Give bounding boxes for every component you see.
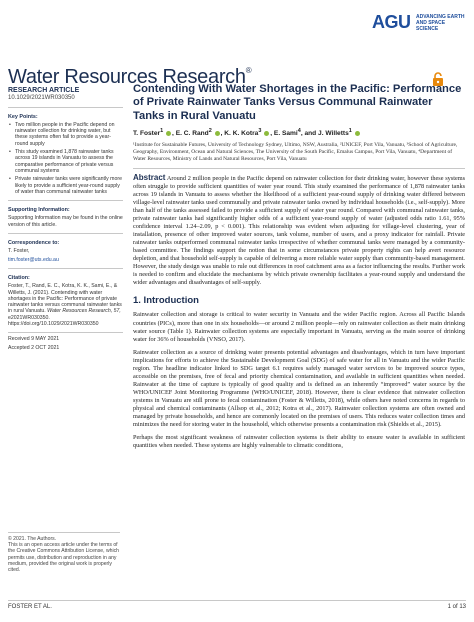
article-main [133,83,465,450]
divider [8,107,123,108]
correspondence-title: Correspondence to: [8,240,60,247]
divider [8,332,123,333]
key-point: • Private rainwater tanks were significantly more likely to provide a sufficient year-round supply of water than communal rainwater tanks [8,176,123,195]
license-text: This is an open access article under the terms of the Creative Commons Attribution License, which permits use, distribution and reproduction in any medium, provided the original work is properly cited. [8,542,119,574]
orcid-icon[interactable] [264,131,269,136]
supporting-info-title: Supporting Information: [8,207,70,214]
registered-mark: ® [245,66,252,75]
key-points-title: Key Points: [8,113,38,120]
footer-divider [8,600,466,601]
author-name[interactable]: J. Willetts [318,130,349,138]
key-points-list [8,122,123,195]
article-title: Contending With Water Shortages in the Pacific: Performance of Private Rainwater Tanks Versus Communal Rainwater Tanks in Rural Vanuatu [133,83,462,122]
divider [133,168,465,169]
orcid-icon[interactable] [215,131,220,136]
citation-title: Citation: [8,274,30,281]
author-affiliation-number: 1 [348,128,352,135]
received-date: Received 9 MAY 2021 [8,336,60,343]
body-paragraph: Rainwater collection as a source of drinking water presents potential advantages and disadvantages, which in turn have important implications for efforts to achieve the Sustainable Development Goal (SDG) of safe water for all in Vanuatu and the wider Pacific region. The headline indicator linked to SDG target 6.1 requires safely managed water services to be improved source types, accessible on the premises, free of fecal and priority chemical contamination, and available in sufficient quantities when needed. Rainwater at the time of capture is typically of good quality and is defined as an inherently “improved” water source by the WHO/UNICEF Joint Monitoring Programme (WHO/UNICEF, 2018). However, there is clear evidence that rainwater collection systems in Vanuatu are still prone to fecal contamination (Foster & Willetts, 2018), while others have noted concerns in regards to physical and chemical contaminants (Allsop et al., 2012; Kotra et al., 2017). Rainwater collection systems are often owned and managed by private households, and hence are commonly located on the premises of users. This reduces water collection times and minimizes the need for storing water in the household, which otherwise presents a contamination risk (Shields et al., 2015). [133,348,465,429]
author-affiliation-number: 4 [297,128,301,135]
abstract-label: Abstract [133,172,166,182]
correspondence-email[interactable]: tim.foster@uts.edu.au [8,256,59,263]
orcid-icon[interactable] [355,131,360,136]
author-list: T. Foster$^1$ , E. C. Rand$^2$ , K. K. Kotra$^3$ , E. Sami$^4$, and J. Willetts$^1$ [133,128,465,137]
divider [8,200,123,201]
author-affiliation-number: 2 [208,128,212,135]
divider [8,233,123,234]
citation-ref[interactable]: e2021WR030350. https://doi.org/10.1029/2021WR030350 [8,314,99,328]
body-paragraph: Perhaps the most significant weakness of rainwater collection systems is their ability to ensure water is available in sufficient quantities when needed. These systems are highly vulnerable to climatic conditions, [133,434,465,450]
citation-journal: Water Resources Research, 57, [47,308,121,315]
accepted-date: Accepted 2 OCT 2021 [8,344,60,351]
article-sidebar [8,86,123,353]
author-name[interactable]: E. C. Rand [175,130,209,138]
copyright: © 2021. The Authors. [8,536,57,542]
citation-block [8,283,123,327]
author-name[interactable]: K. K. Kotra [224,130,259,138]
page-number: 1 of 13 [447,604,466,610]
article-type: RESEARCH ARTICLE [8,87,80,94]
license-block [8,532,120,573]
divider [8,532,120,533]
orcid-icon[interactable] [166,131,171,136]
publisher-logo-text: AGU [372,12,411,32]
supporting-info-text: Supporting Information may be found in the online version of this article. [8,215,123,228]
key-point: • This study examined 1,878 rainwater tanks across 19 islands in Vanuatu to assess the comparative performance of private versus communal systems [8,149,123,174]
journal-title-text: Water Resources Research [8,66,246,88]
author-name[interactable]: E. Sami [273,130,298,138]
author-affiliation-number: 3 [258,128,262,135]
footer-authors: FOSTER ET AL. [8,604,52,610]
publisher-tagline: ADVANCING EARTH AND SPACE SCIENCE [416,14,465,32]
author-affiliation-number: 1 [160,128,164,135]
body-paragraph: Rainwater collection and storage is critical to water security in Vanuatu and the wider Pacific region. Across all Pacific Islands countries (PICs), more than one in six households—or around 2 million people—rely on rainwater collection as their main drinking water source (Table 1). Rainwater collection systems are especially important in Vanuatu, serving as the main source of drinking water for 36% of households (VNSO, 2017). [133,311,465,343]
abstract [133,174,465,288]
article-doi[interactable]: 10.1029/2021WR030350 [8,95,75,102]
publisher-logo[interactable] [368,6,468,46]
key-point: • Two million people in the Pacific depend on rainwater collection for drinking water, but these systems often fail to provide a year-round supply [8,122,123,147]
author-name[interactable]: T. Foster [133,130,161,138]
citation-text: Foster, T., Rand, E. C., Kotra, K. K., Sami, E., & Willetts, J. (2021). Contending with water shortages in the Pacific: Performance of private rainwater tanks versus communal rainwater tanks in rural Vanuatu. [8,283,122,315]
divider [8,268,123,269]
abstract-text: Around 2 million people in the Pacific depend on rainwater collection for their drinking water, however these systems often struggle to provide sufficient quantities of water year round. This study examined the performance of 1,878 rainwater tanks across 19 islands in Vanuatu to assess whether the likelihood of a sufficient year-round supply of drinking water differed between village-level rainwater tanks used communally and private rainwater tanks owned by individual households (i.e., self-supply). More than half of the tanks assessed failed to provide a sufficient supply of water year round. Compared with communal rainwater tanks, private rainwater tanks had significantly higher odds of a sufficient year-round supply of water (adjusted odds ratio 1.61, 95% confidence interval 1.24–2.09, p < 0.001). This relationship was evident when adjusting for village-level clustering, year of installation, presence of other improved water sources, tank volume, number of users, and a proxy indicator for rainfall. Private rainwater tanks outperformed communal rainwater tanks irrespective of whether communal tanks were managed by a community-based committee. The findings support the notion that in some circumstances private property rights can help avert resource depletion, and that household self-supply is capable of delivering a more reliable water supply than community-based management. However, the study design was unable to rule out differences in roof catchment area as a factor influencing the results. Further work is needed to confirm and elucidate the mechanisms by which private ownership facilitates a year-round supply and understand the wider advantages and disadvantages of self-supply. [133,174,466,287]
affiliations: ¹Institute for Sustainable Futures, University of Technology Sydney, Ultimo, NSW, Australia, ²UNICEF, Port Vila, Vanuatu, ³School of Agriculture, Geography, Environment, Ocean and Natural Sciences, The University of the South Pacific, Emalus Campus, Port Vila, Vanuatu, ⁴Department of Water Resources, Ministry of Lands and Natural Resources, Port Vila, Vanuatu [133,142,458,162]
section-title-introduction: 1. Introduction [133,295,199,307]
correspondence-name: T. Foster, [8,248,30,255]
